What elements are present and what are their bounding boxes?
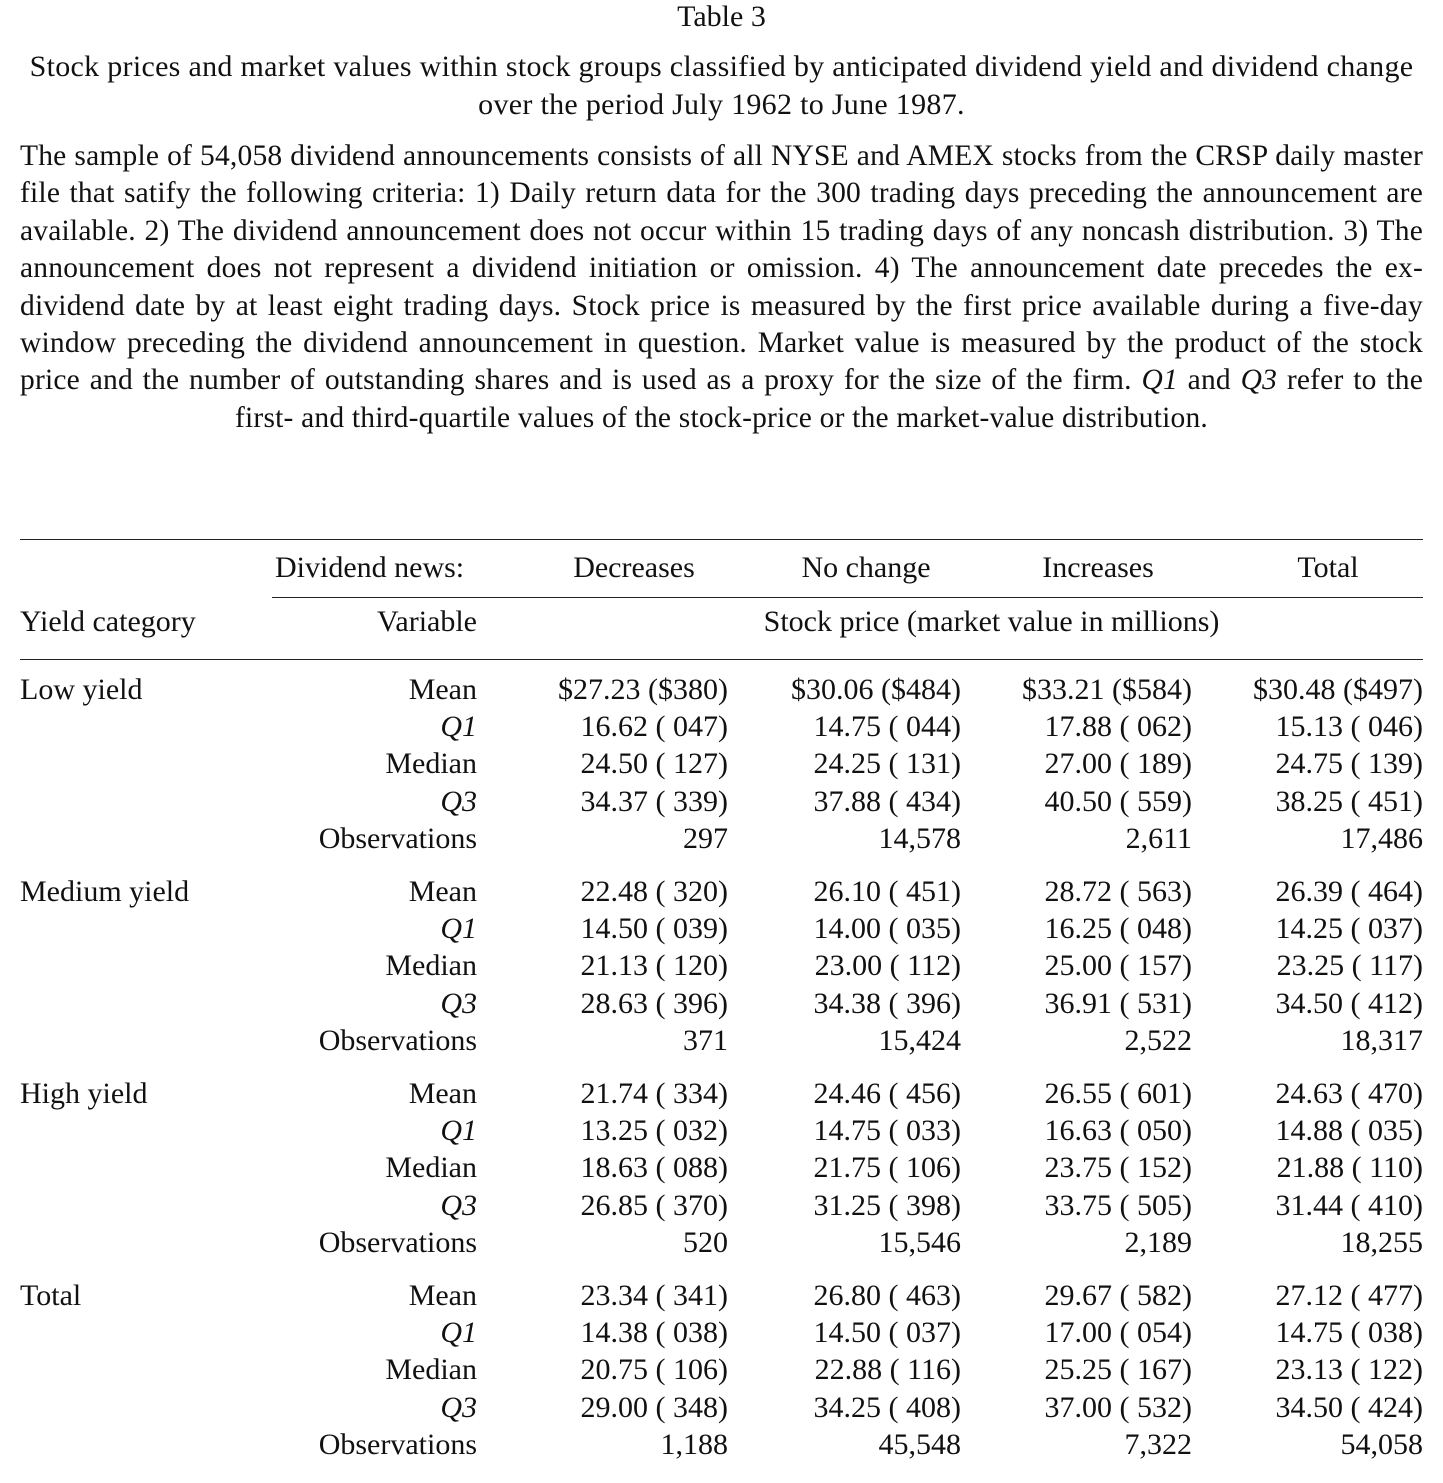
table-cell: 16.62 ( 047) xyxy=(580,710,728,744)
table-cell: 34.37 ( 339) xyxy=(580,784,728,818)
table-cell: 31.25 ( 398) xyxy=(813,1188,961,1222)
table-cell: 15.13 ( 046) xyxy=(1275,710,1423,744)
table-cell: 18,255 xyxy=(1340,1225,1423,1259)
table-cell: 37.00 ( 532) xyxy=(1044,1390,1192,1424)
table-description xyxy=(20,138,1423,437)
table-cell: 22.48 ( 320) xyxy=(580,875,728,908)
header-bottom-rule xyxy=(20,659,1423,660)
table-cell: 21.13 ( 120) xyxy=(580,949,728,983)
table-cell: 25.25 ( 167) xyxy=(1044,1353,1192,1387)
table-cell: 15,424 xyxy=(878,1023,961,1057)
table-cell: 520 xyxy=(683,1225,728,1259)
variable-label: Q3 xyxy=(440,1390,477,1424)
variable-label: Median xyxy=(385,747,477,781)
table-cell: 17,486 xyxy=(1340,821,1423,855)
variable-label: Mean xyxy=(408,1279,477,1312)
column-header-no-change: No change xyxy=(801,551,931,584)
table-cell: 16.25 ( 048) xyxy=(1044,912,1192,946)
table-cell: 14.75 ( 038) xyxy=(1275,1316,1423,1350)
description-and: and xyxy=(1177,364,1241,397)
span-header: Stock price (market value in millions) xyxy=(763,605,1220,638)
table-cell: 34.25 ( 408) xyxy=(813,1390,961,1424)
table-cell: 24.25 ( 131) xyxy=(813,747,961,781)
dividend-news-label: Dividend news: xyxy=(275,551,465,584)
table-cell: 7,322 xyxy=(1124,1427,1192,1461)
table-cell: 27.00 ( 189) xyxy=(1044,747,1192,781)
q1-term: Q1 xyxy=(1141,364,1178,397)
table-cell: 2,611 xyxy=(1125,821,1192,855)
table-cell: 26.39 ( 464) xyxy=(1275,875,1423,908)
table-cell: 2,189 xyxy=(1124,1225,1192,1259)
q3-term: Q3 xyxy=(1240,364,1278,397)
table-cell: 34.50 ( 412) xyxy=(1275,986,1423,1020)
variable-label: Median xyxy=(385,1353,477,1387)
table-cell: 40.50 ( 559) xyxy=(1044,784,1192,818)
yield-category-low-yield: Low yield xyxy=(20,673,143,706)
description-text-end: refer to the first- and third-quartile values of the stock-price or the market-value distribution. xyxy=(235,364,1423,434)
table-cell: 36.91 ( 531) xyxy=(1044,986,1192,1020)
variable-label: Q3 xyxy=(440,1188,477,1222)
table-cell: 26.10 ( 451) xyxy=(813,875,961,908)
table-cell: 26.85 ( 370) xyxy=(580,1188,728,1222)
table-cell: $33.21 ($584) xyxy=(1022,673,1192,706)
table-cell: $30.06 ($484) xyxy=(791,673,961,706)
table-cell: 21.88 ( 110) xyxy=(1276,1151,1423,1185)
table-cell: 23.75 ( 152) xyxy=(1044,1151,1192,1185)
table-cell: 14.50 ( 037) xyxy=(813,1316,961,1350)
table-cell: 2,522 xyxy=(1124,1023,1192,1057)
yield-category-header: Yield category xyxy=(20,605,196,638)
variable-label: Observations xyxy=(318,1225,477,1259)
variable-label: Q1 xyxy=(440,710,477,744)
table-cell: 23.00 ( 112) xyxy=(814,949,961,983)
table-cell: 14.88 ( 035) xyxy=(1275,1114,1423,1148)
table-cell: $30.48 ($497) xyxy=(1253,673,1423,706)
table-cell: 23.13 ( 122) xyxy=(1275,1353,1423,1387)
table-cell: 26.80 ( 463) xyxy=(813,1279,961,1312)
table-cell: 14.00 ( 035) xyxy=(813,912,961,946)
variable-label: Q1 xyxy=(440,912,477,946)
table-cell: 21.75 ( 106) xyxy=(813,1151,961,1185)
table-cell: 24.75 ( 139) xyxy=(1275,747,1423,781)
table-cell: 14.25 ( 037) xyxy=(1275,912,1423,946)
table-cell: 18,317 xyxy=(1340,1023,1423,1057)
table-cell: 24.50 ( 127) xyxy=(580,747,728,781)
table-cell: 297 xyxy=(683,821,728,855)
yield-category-medium-yield: Medium yield xyxy=(20,875,190,908)
table-caption: Stock prices and market values within stock groups classified by anticipated dividend yield and dividend change over the period July 1962 to June 1987. xyxy=(29,50,1414,121)
table-cell: 371 xyxy=(683,1023,728,1057)
table-number: Table 3 xyxy=(677,0,766,33)
table-cell: 23.34 ( 341) xyxy=(580,1279,728,1312)
table-cell: 38.25 ( 451) xyxy=(1275,784,1423,818)
yield-category-total: Total xyxy=(20,1279,82,1312)
table-cell: 23.25 ( 117) xyxy=(1276,949,1423,983)
table-cell: 54,058 xyxy=(1340,1427,1423,1461)
table-cell: 28.63 ( 396) xyxy=(580,986,728,1020)
table-cell: 24.63 ( 470) xyxy=(1275,1077,1423,1110)
variable-label: Observations xyxy=(318,1427,477,1461)
variable-header: Variable xyxy=(377,605,477,638)
variable-label: Mean xyxy=(408,1077,477,1110)
table-cell: 14.50 ( 039) xyxy=(580,912,728,946)
table-cell: 34.50 ( 424) xyxy=(1275,1390,1423,1424)
variable-label: Q3 xyxy=(440,784,477,818)
variable-label: Median xyxy=(385,1151,477,1185)
variable-label: Q3 xyxy=(440,986,477,1020)
description-text: The sample of 54,058 dividend announcements consists of all NYSE and AMEX stocks from the CRSP daily master file that satify the following criteria: 1) Daily return data for the 300 trading days preceding the announcement are available. 2) The dividend announcement does not occur within 15 trading days of any noncash distribution. 3) The announcement does not represent a dividend initiation or omission. 4) The announcement date precedes the ex-dividend date by at least eight trading days. Stock price is measured by the first price available during a five-day window preceding the dividend announcement in question. Market value is measured by the product of the stock price and the number of outstanding shares and is used as a proxy for the size of the firm. xyxy=(20,140,1423,397)
variable-label: Mean xyxy=(408,673,477,706)
header-mid-rule xyxy=(272,597,1423,598)
table-cell: 29.00 ( 348) xyxy=(580,1390,728,1424)
table-cell: 13.25 ( 032) xyxy=(580,1114,728,1148)
table-cell: 33.75 ( 505) xyxy=(1044,1188,1192,1222)
variable-label: Mean xyxy=(408,875,477,908)
table-cell: 15,546 xyxy=(878,1225,961,1259)
table-cell: 1,188 xyxy=(660,1427,728,1461)
variable-label: Observations xyxy=(318,821,477,855)
table-cell: 31.44 ( 410) xyxy=(1275,1188,1423,1222)
table-cell: 20.75 ( 106) xyxy=(580,1353,728,1387)
table-cell: 27.12 ( 477) xyxy=(1275,1279,1423,1312)
table-cell: 14.75 ( 033) xyxy=(813,1114,961,1148)
top-rule xyxy=(20,539,1423,540)
table-cell: 25.00 ( 157) xyxy=(1044,949,1192,983)
table-cell: 24.46 ( 456) xyxy=(813,1077,961,1110)
variable-label: Median xyxy=(385,949,477,983)
table-cell: 14.38 ( 038) xyxy=(580,1316,728,1350)
table-cell: 29.67 ( 582) xyxy=(1044,1279,1192,1312)
variable-label: Observations xyxy=(318,1023,477,1057)
table-cell: 22.88 ( 116) xyxy=(814,1353,961,1387)
table-cell: 14.75 ( 044) xyxy=(813,710,961,744)
column-header-total: Total xyxy=(1297,551,1359,584)
column-header-increases: Increases xyxy=(1042,551,1154,584)
table-cell: $27.23 ($380) xyxy=(558,673,728,706)
table-cell: 18.63 ( 088) xyxy=(580,1151,728,1185)
variable-label: Q1 xyxy=(440,1114,477,1148)
table-cell: 34.38 ( 396) xyxy=(813,986,961,1020)
table-cell: 45,548 xyxy=(878,1427,961,1461)
table-cell: 26.55 ( 601) xyxy=(1044,1077,1192,1110)
yield-category-high-yield: High yield xyxy=(20,1077,148,1110)
table-cell: 14,578 xyxy=(878,821,961,855)
table-cell: 16.63 ( 050) xyxy=(1044,1114,1192,1148)
table-cell: 37.88 ( 434) xyxy=(813,784,961,818)
variable-label: Q1 xyxy=(440,1316,477,1350)
table-cell: 21.74 ( 334) xyxy=(580,1077,728,1110)
table-cell: 17.88 ( 062) xyxy=(1044,710,1192,744)
table-cell: 17.00 ( 054) xyxy=(1044,1316,1192,1350)
column-header-decreases: Decreases xyxy=(573,551,695,584)
table-cell: 28.72 ( 563) xyxy=(1044,875,1192,908)
